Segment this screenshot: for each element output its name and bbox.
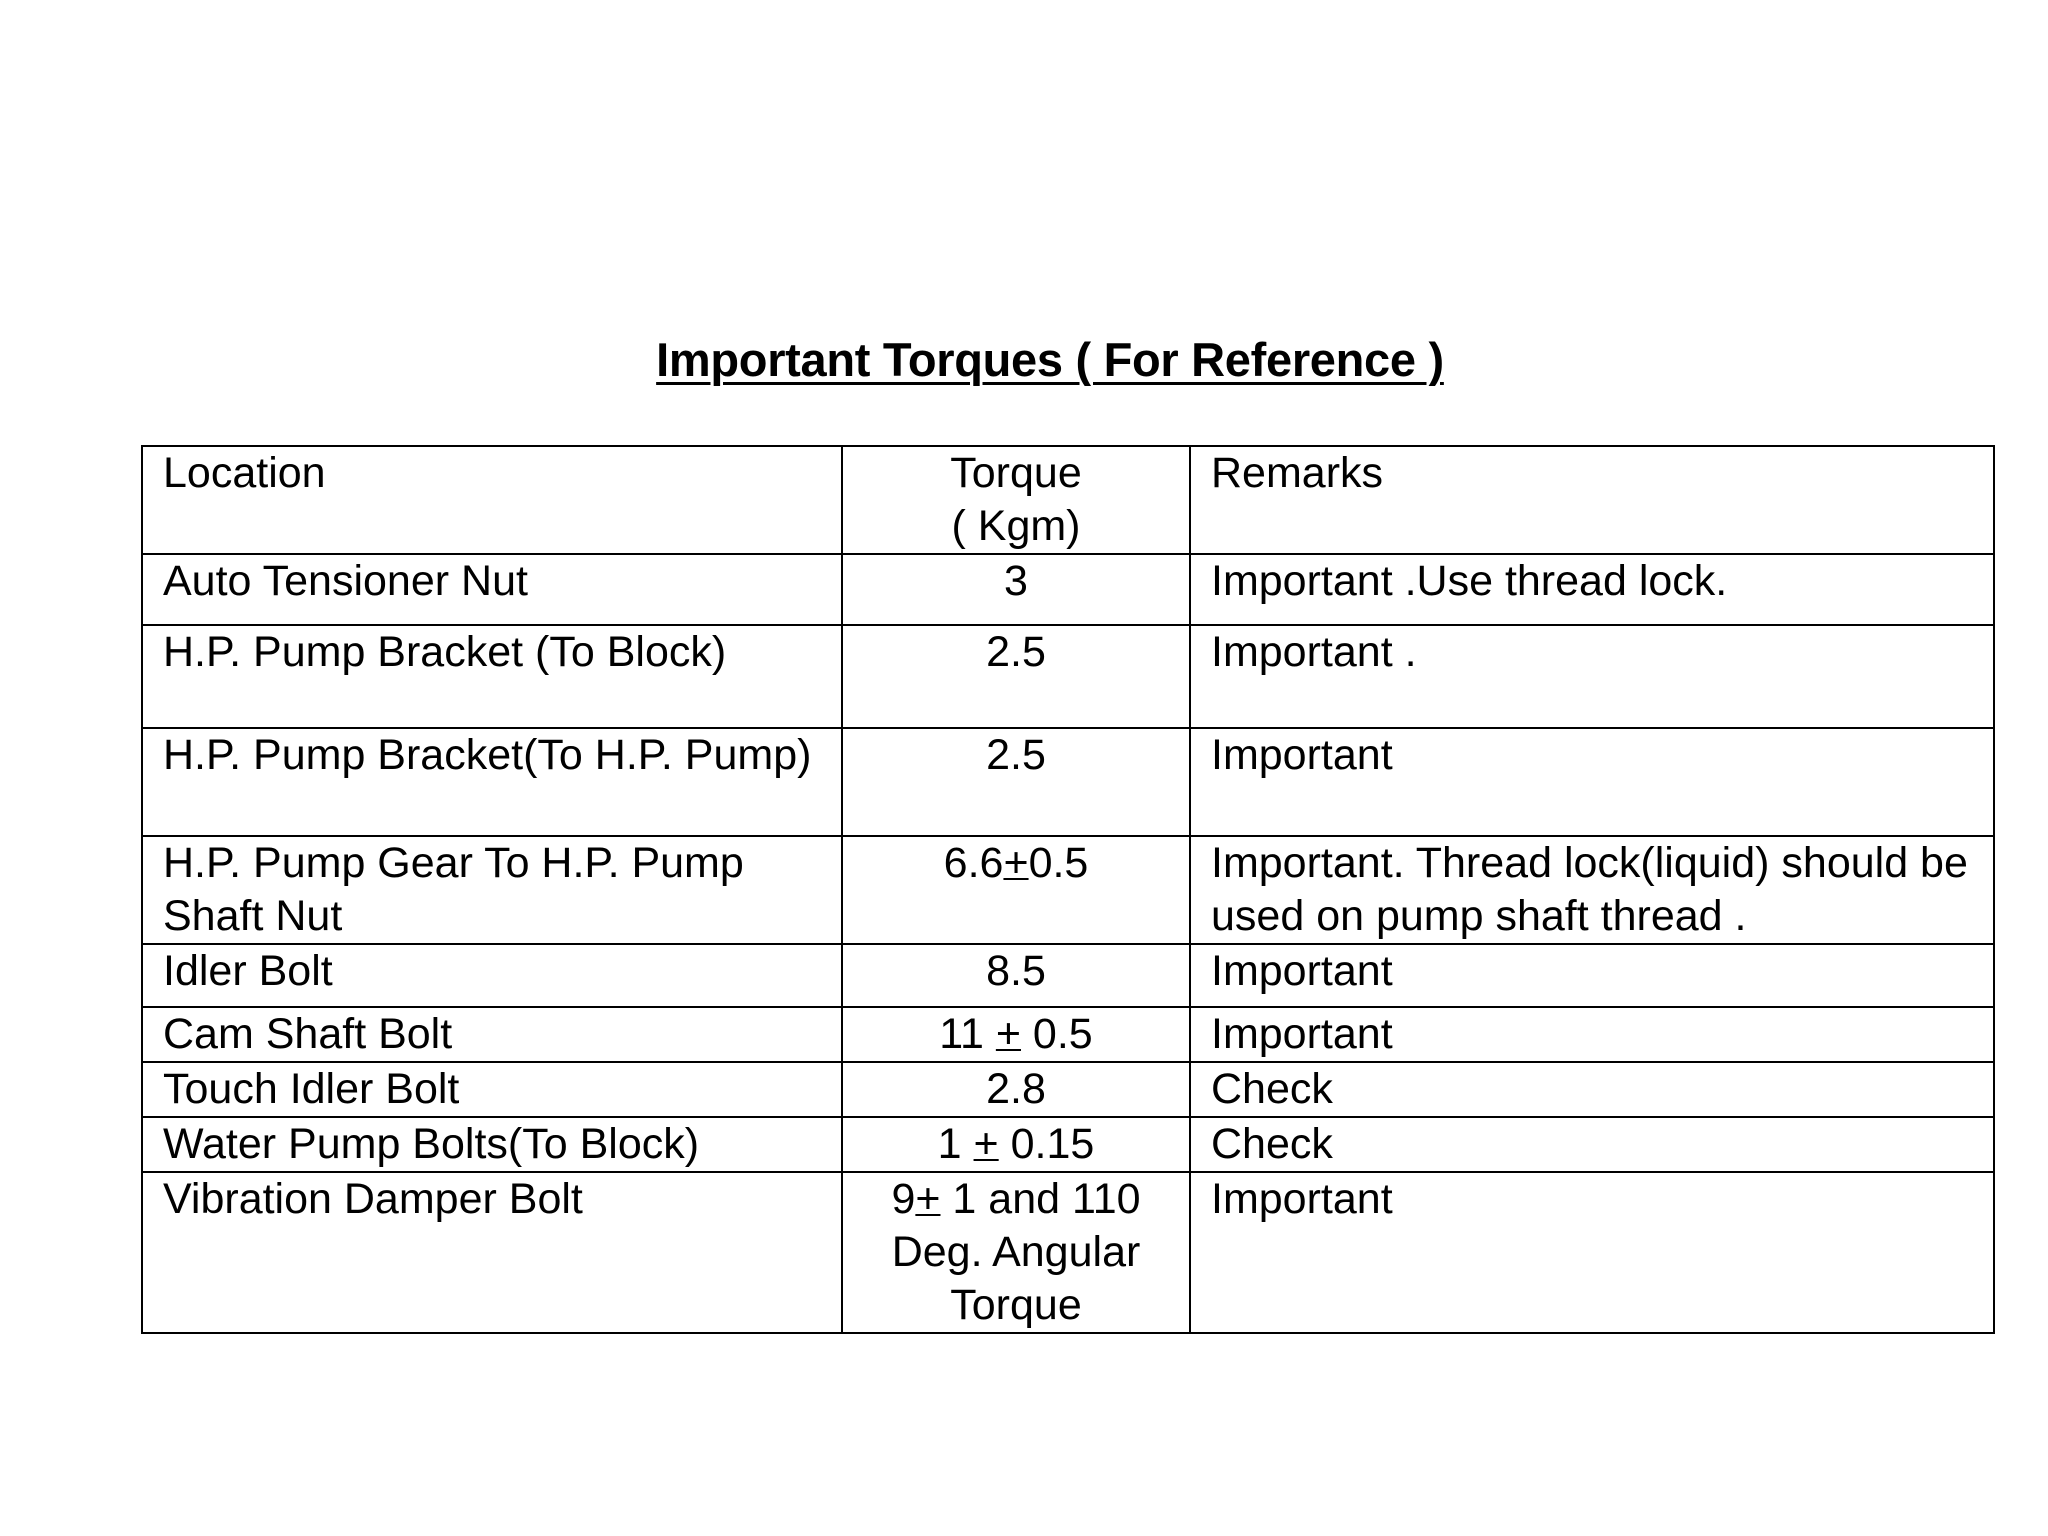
location-cell: H.P. Pump Bracket (To Block) [142, 625, 842, 728]
torque-cell [842, 836, 1190, 944]
table-row [142, 728, 1994, 836]
plus-minus-symbol: + [995, 1010, 1021, 1058]
torque-cell [842, 1117, 1190, 1172]
remarks-cell: Check [1190, 1062, 1994, 1117]
location-cell: H.P. Pump Bracket(To H.P. Pump) [142, 728, 842, 836]
location-cell: Vibration Damper Bolt [142, 1172, 842, 1333]
remarks-cell: Important .Use thread lock. [1190, 554, 1994, 625]
remarks-cell: Important [1190, 1172, 1994, 1333]
header-location: Location [142, 446, 842, 554]
torque-value: 11 [939, 1010, 996, 1058]
location-cell: Touch Idler Bolt [142, 1062, 842, 1117]
location-cell: H.P. Pump Gear To H.P. Pump Shaft Nut [142, 836, 842, 944]
location-cell: Water Pump Bolts(To Block) [142, 1117, 842, 1172]
location-cell: Idler Bolt [142, 944, 842, 1007]
torque-cell: 3 [842, 554, 1190, 625]
torque-cell: 8.5 [842, 944, 1190, 1007]
table-row [142, 1062, 1994, 1117]
torque-cell: 2.5 [842, 728, 1190, 836]
torque-cell: 2.5 [842, 625, 1190, 728]
header-torque-label: Torque [950, 449, 1082, 497]
torque-tolerance: 0.5 [1028, 839, 1089, 887]
table-row [142, 836, 1994, 944]
remarks-cell: Important [1190, 728, 1994, 836]
torque-cell: 2.8 [842, 1062, 1190, 1117]
location-cell: Cam Shaft Bolt [142, 1007, 842, 1062]
remarks-cell: Check [1190, 1117, 1994, 1172]
torque-tolerance: 0.15 [998, 1120, 1095, 1168]
remarks-cell: Important. Thread lock(liquid) should be used on pump shaft thread . [1190, 836, 1994, 944]
torque-table [141, 445, 1995, 1334]
table-row [142, 944, 1994, 1007]
torque-value: 1 [937, 1120, 974, 1168]
torque-cell [842, 1172, 1190, 1333]
table-header-row [142, 446, 1994, 554]
plus-minus-symbol: + [1003, 839, 1029, 887]
header-torque-unit: ( Kgm) [951, 502, 1081, 550]
table-row [142, 1007, 1994, 1062]
page-title: Important Torques ( For Reference ) [656, 333, 1444, 386]
torque-tolerance: 1 and 110 Deg. Angular Torque [891, 1175, 1141, 1329]
torque-cell [842, 1007, 1190, 1062]
remarks-cell: Important . [1190, 625, 1994, 728]
location-cell: Auto Tensioner Nut [142, 554, 842, 625]
torque-value: 6.6 [943, 839, 1004, 887]
torque-tolerance: 0.5 [1020, 1010, 1093, 1058]
header-torque [842, 446, 1190, 554]
table-row [142, 625, 1994, 728]
remarks-cell: Important [1190, 1007, 1994, 1062]
table-row [142, 554, 1994, 625]
torque-value: 9 [891, 1175, 916, 1223]
header-remarks: Remarks [1190, 446, 1994, 554]
plus-minus-symbol: + [973, 1120, 999, 1168]
table-row [142, 1117, 1994, 1172]
table-row [142, 1172, 1994, 1333]
remarks-cell: Important [1190, 944, 1994, 1007]
plus-minus-symbol: + [915, 1175, 941, 1223]
